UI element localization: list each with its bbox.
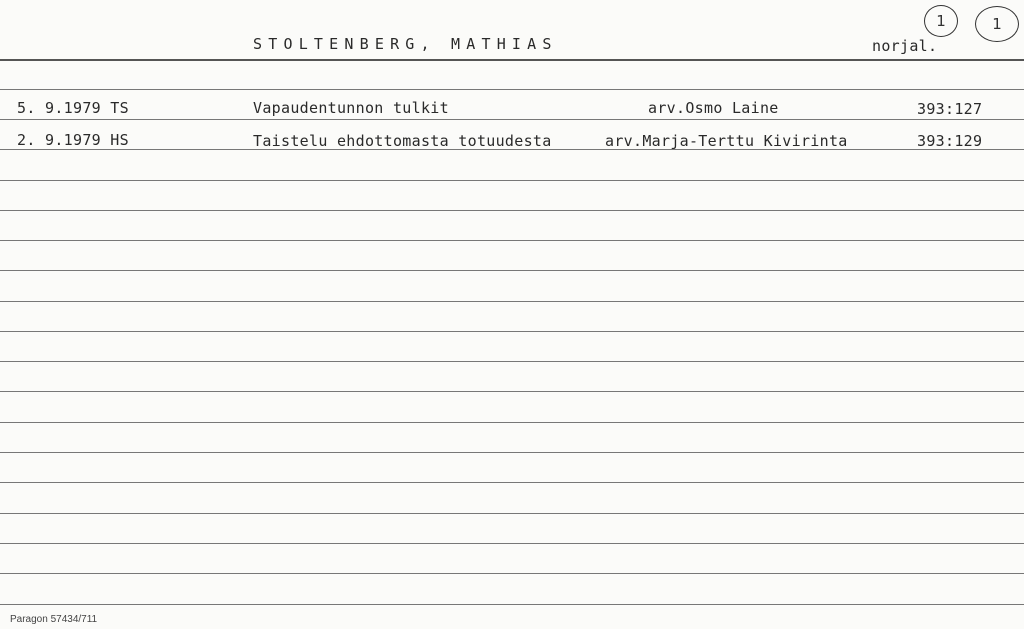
- entry-title: Taistelu ehdottomasta totuudesta: [253, 132, 552, 150]
- author-name: STOLTENBERG, MATHIAS: [253, 35, 558, 53]
- rule: [0, 604, 1024, 605]
- rule: [0, 422, 1024, 423]
- entry-code: 393:129: [917, 132, 983, 150]
- rule: [0, 513, 1024, 514]
- rule: [0, 573, 1024, 574]
- circled-mark-2: [975, 6, 1019, 42]
- rule: [0, 210, 1024, 211]
- printer-imprint: Paragon 57434/711: [10, 614, 98, 625]
- header-rule: [0, 59, 1024, 61]
- mark-1-text: 1: [936, 12, 946, 30]
- entry-date: 2. 9.1979 HS: [17, 131, 129, 149]
- rule: [0, 89, 1024, 90]
- rule: [0, 270, 1024, 271]
- rule: [0, 452, 1024, 453]
- rule: [0, 301, 1024, 302]
- circled-mark-1: [924, 5, 958, 37]
- rule: [0, 331, 1024, 332]
- mark-2-text: 1: [992, 15, 1002, 33]
- rule: [0, 391, 1024, 392]
- rule: [0, 240, 1024, 241]
- entry-date: 5. 9.1979 TS: [17, 99, 129, 117]
- entry-title: Vapaudentunnon tulkit: [253, 99, 449, 117]
- rule: [0, 482, 1024, 483]
- rule: [0, 180, 1024, 181]
- rule: [0, 119, 1024, 120]
- entry-reviewer: arv.Osmo Laine: [648, 99, 779, 117]
- rule: [0, 361, 1024, 362]
- rule: [0, 543, 1024, 544]
- entry-reviewer: arv.Marja-Terttu Kivirinta: [605, 132, 848, 150]
- language-note: norjal.: [872, 37, 938, 55]
- entry-code: 393:127: [917, 100, 983, 118]
